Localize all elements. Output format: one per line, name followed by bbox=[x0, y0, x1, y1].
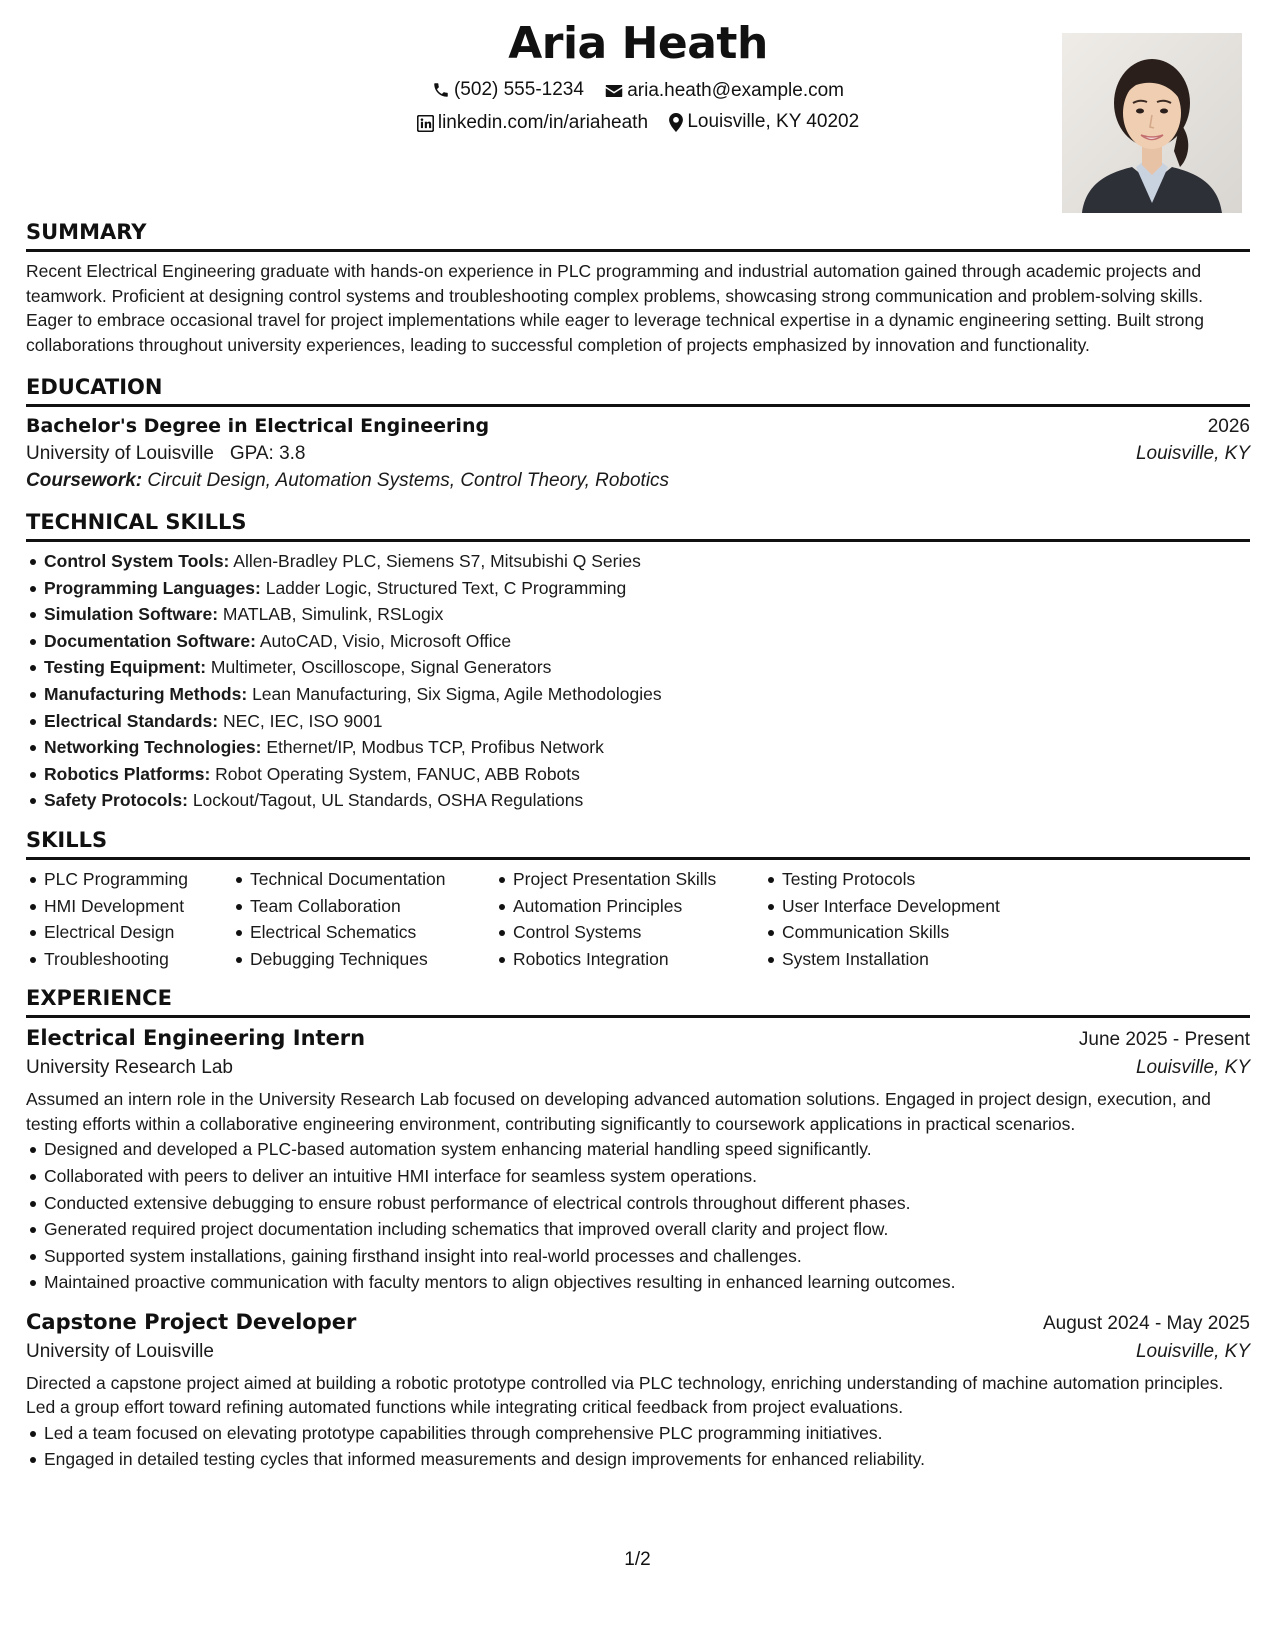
skill-item: PLC Programming bbox=[44, 866, 232, 893]
skill-item: Automation Principles bbox=[513, 893, 764, 920]
linkedin-url[interactable]: linkedin.com/in/ariaheath bbox=[437, 112, 649, 133]
skill-item: Electrical Schematics bbox=[250, 919, 495, 946]
candidate-name: Aria Heath bbox=[508, 18, 768, 69]
technical-skill-value: Multimeter, Oscilloscope, Signal Generators bbox=[210, 657, 552, 678]
skill-item: Technical Documentation bbox=[250, 866, 495, 893]
job-bullets bbox=[26, 1420, 1250, 1473]
experience-section bbox=[26, 984, 1250, 1473]
job-bullet: Generated required project documentation including schematics that improved overall clarity and project flow. bbox=[44, 1216, 1250, 1243]
summary-text: Recent Electrical Engineering graduate with hands-on experience in PLC programming and industrial automation gained through academic projects and teamwork. Proficient at designing control systems and troubleshooting complex problems, showcasing strong communication and problem-solving skills. Eager to embrace occasional travel for project implementations while eager to leverage technical expertise in a dynamic engineering setting. Built strong collaborations throughout university experiences, leading to successful completion of projects emphasized by innovation and functionality. bbox=[26, 261, 1204, 355]
job-organization: University Research Lab bbox=[26, 1057, 233, 1079]
technical-skill-label: Simulation Software: bbox=[44, 604, 219, 625]
resume-page bbox=[26, 0, 1250, 1473]
skills-grid bbox=[26, 866, 1250, 972]
technical-skill-label: Documentation Software: bbox=[44, 630, 256, 651]
page-number: 1/2 bbox=[624, 1549, 651, 1570]
coursework-row bbox=[26, 470, 1250, 492]
technical-skill-label: Testing Equipment: bbox=[44, 657, 207, 678]
job-bullets bbox=[26, 1136, 1250, 1296]
school-name: University of Louisville bbox=[26, 443, 214, 464]
linkedin-icon bbox=[417, 115, 434, 132]
job-location: Louisville, KY bbox=[1135, 1057, 1250, 1079]
technical-skill-label: Programming Languages: bbox=[44, 577, 261, 598]
school-info bbox=[26, 443, 306, 465]
job-bullet: Supported system installations, gaining firsthand insight into real-world processes and challenges. bbox=[44, 1243, 1250, 1270]
skills-column bbox=[495, 866, 764, 972]
technical-skill-item bbox=[44, 628, 1250, 655]
technical-skill-label: Manufacturing Methods: bbox=[44, 683, 248, 704]
technical-skill-item bbox=[44, 654, 1250, 681]
technical-skill-value: Lean Manufacturing, Six Sigma, Agile Methodologies bbox=[252, 683, 662, 704]
resume-header bbox=[26, 0, 1250, 218]
skill-item: Project Presentation Skills bbox=[513, 866, 764, 893]
technical-skill-value: Allen-Bradley PLC, Siemens S7, Mitsubishi Q Series bbox=[233, 551, 641, 571]
skills-column bbox=[232, 866, 495, 972]
summary-section bbox=[26, 218, 1250, 357]
skills-column bbox=[26, 866, 232, 972]
coursework-list: Circuit Design, Automation Systems, Control Theory, Robotics bbox=[147, 470, 670, 491]
location-contact bbox=[669, 111, 859, 133]
job-bullet: Designed and developed a PLC-based automation system enhancing material handling speed significantly. bbox=[44, 1136, 1250, 1163]
job-title: Capstone Project Developer bbox=[26, 1309, 357, 1334]
skill-item: System Installation bbox=[782, 946, 1032, 973]
job-dates: August 2024 - May 2025 bbox=[1042, 1312, 1250, 1334]
job-dates: June 2025 - Present bbox=[1078, 1029, 1250, 1051]
experience-entry bbox=[26, 1026, 1250, 1296]
coursework-label: Coursework: bbox=[26, 470, 143, 491]
linkedin-contact[interactable] bbox=[417, 112, 648, 134]
technical-skill-item bbox=[44, 761, 1250, 788]
job-title: Electrical Engineering Intern bbox=[26, 1026, 366, 1051]
experience-entry bbox=[26, 1310, 1250, 1473]
technical-skills-list bbox=[26, 548, 1250, 814]
technical-skill-label: Control System Tools: bbox=[44, 551, 230, 571]
skills-heading: SKILLS bbox=[26, 826, 1250, 860]
map-pin-icon bbox=[669, 113, 683, 132]
job-org-row bbox=[26, 1341, 1250, 1363]
skill-item: Troubleshooting bbox=[44, 946, 232, 973]
technical-skill-label: Robotics Platforms: bbox=[44, 763, 211, 784]
job-description: Directed a capstone project aimed at building a robotic prototype controlled via PLC technology, enriching understanding of machine automation principles. Led a group effort toward refining automated functions while integrating critical feedback from project evaluations. bbox=[26, 1372, 1224, 1418]
skill-item: Team Collaboration bbox=[250, 893, 495, 920]
skill-item: User Interface Development bbox=[782, 893, 1032, 920]
job-bullet: Engaged in detailed testing cycles that informed measurements and design improvements for enhanced reliability. bbox=[44, 1446, 1250, 1473]
technical-skills-section bbox=[26, 508, 1250, 814]
gpa: GPA: 3.8 bbox=[229, 443, 306, 464]
technical-skill-item bbox=[44, 734, 1250, 761]
phone-icon bbox=[432, 81, 450, 99]
phone-number: (502) 555-1234 bbox=[453, 79, 584, 100]
job-title-row bbox=[26, 1310, 1250, 1335]
job-organization: University of Louisville bbox=[26, 1340, 214, 1362]
job-bullet: Collaborated with peers to deliver an intuitive HMI interface for seamless system operations. bbox=[44, 1163, 1250, 1190]
school-row bbox=[26, 443, 1250, 465]
skill-item: Testing Protocols bbox=[782, 866, 1032, 893]
technical-skill-item bbox=[44, 601, 1250, 628]
skill-item: Electrical Design bbox=[44, 919, 232, 946]
email-address[interactable]: aria.heath@example.com bbox=[627, 80, 844, 101]
location-text: Louisville, KY 40202 bbox=[687, 111, 860, 132]
skill-item: HMI Development bbox=[44, 893, 232, 920]
skills-column bbox=[764, 866, 1032, 972]
graduation-year: 2026 bbox=[1207, 416, 1250, 437]
technical-skill-item bbox=[44, 575, 1250, 602]
education-section bbox=[26, 373, 1250, 492]
job-bullet: Led a team focused on elevating prototype capabilities through comprehensive PLC programming initiatives. bbox=[44, 1420, 1250, 1447]
degree-title: Bachelor's Degree in Electrical Engineering bbox=[26, 415, 490, 437]
technical-skill-value: NEC, IEC, ISO 9001 bbox=[222, 710, 383, 731]
skill-item: Robotics Integration bbox=[513, 946, 764, 973]
phone-contact bbox=[432, 79, 584, 101]
summary-heading: SUMMARY bbox=[26, 218, 1250, 252]
experience-heading: EXPERIENCE bbox=[26, 984, 1250, 1018]
job-description: Assumed an intern role in the University Research Lab focused on developing advanced automation solutions. Engaged in project design, execution, and testing efforts within a collaborative engineering environment, contributing significantly to coursework applications in practical scenarios. bbox=[26, 1089, 1211, 1134]
education-heading: EDUCATION bbox=[26, 373, 1250, 407]
technical-skill-label: Electrical Standards: bbox=[44, 710, 219, 731]
technical-skill-item bbox=[44, 681, 1250, 708]
job-title-row bbox=[26, 1026, 1250, 1051]
technical-skill-value: Ladder Logic, Structured Text, C Programming bbox=[265, 577, 627, 598]
technical-skill-value: AutoCAD, Visio, Microsoft Office bbox=[259, 630, 512, 651]
skills-section bbox=[26, 826, 1250, 972]
envelope-icon bbox=[605, 83, 623, 99]
job-bullet: Maintained proactive communication with faculty mentors to align objectives resulting in enhanced learning outcomes. bbox=[44, 1269, 1250, 1296]
job-bullet: Conducted extensive debugging to ensure robust performance of electrical controls throughout different phases. bbox=[44, 1190, 1250, 1217]
skill-item: Debugging Techniques bbox=[250, 946, 495, 973]
degree-row bbox=[26, 415, 1250, 438]
profile-photo bbox=[1062, 33, 1242, 213]
technical-skill-value: Lockout/Tagout, UL Standards, OSHA Regulations bbox=[192, 790, 584, 811]
technical-skill-label: Networking Technologies: bbox=[44, 737, 262, 758]
technical-skill-value: MATLAB, Simulink, RSLogix bbox=[222, 604, 444, 625]
email-contact[interactable] bbox=[605, 80, 844, 102]
technical-skill-item bbox=[44, 548, 1250, 575]
technical-skill-value: Ethernet/IP, Modbus TCP, Profibus Network bbox=[266, 737, 604, 758]
skill-item: Control Systems bbox=[513, 919, 764, 946]
technical-skills-heading: TECHNICAL SKILLS bbox=[26, 508, 1250, 542]
job-location: Louisville, KY bbox=[1135, 1340, 1250, 1362]
technical-skill-value: Robot Operating System, FANUC, ABB Robots bbox=[215, 763, 580, 784]
technical-skill-item bbox=[44, 708, 1250, 735]
school-location: Louisville, KY bbox=[1135, 443, 1250, 464]
job-org-row bbox=[26, 1057, 1250, 1079]
technical-skill-label: Safety Protocols: bbox=[44, 790, 188, 811]
skill-item: Communication Skills bbox=[782, 919, 1032, 946]
experience-entries bbox=[26, 1026, 1250, 1473]
technical-skill-item bbox=[44, 787, 1250, 814]
